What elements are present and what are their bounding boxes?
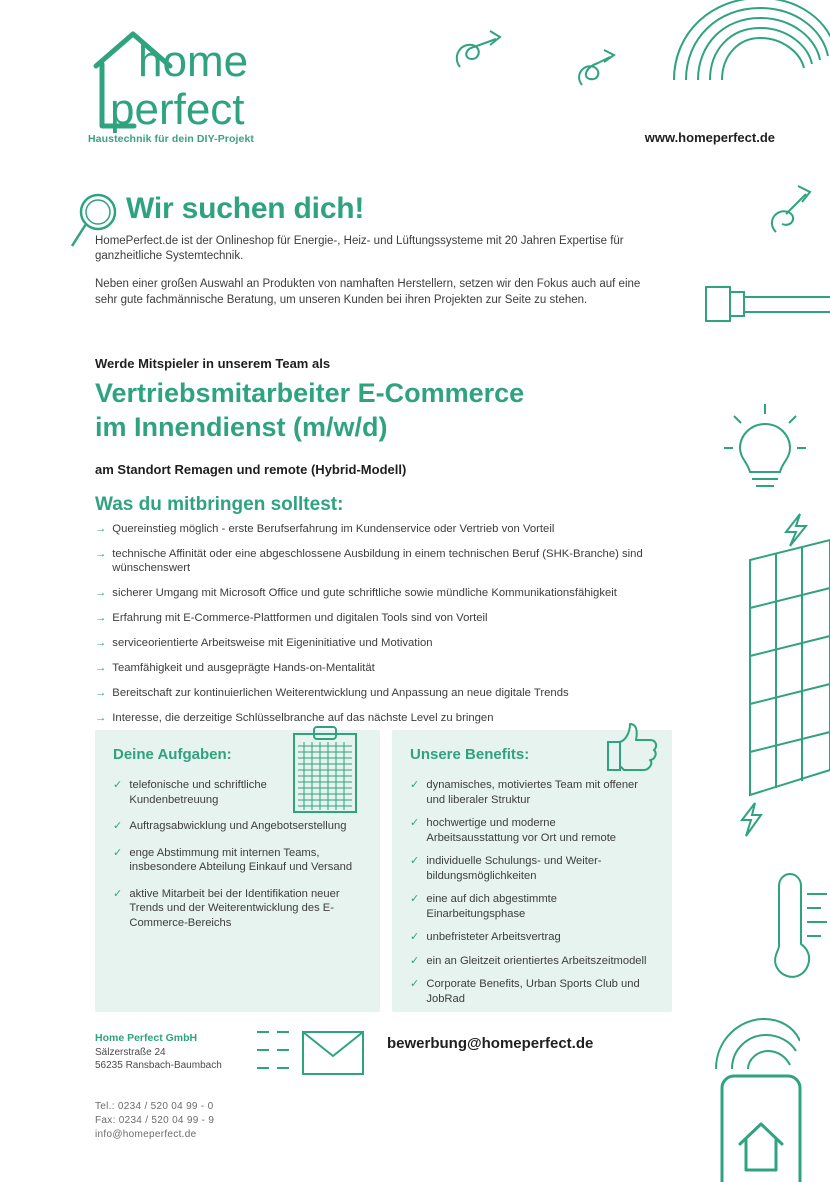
job-title-line2: im Innendienst (m/w/d) — [95, 412, 388, 442]
check-icon: ✓ — [410, 978, 420, 990]
envelope-icon — [255, 1022, 370, 1082]
list-item — [410, 954, 650, 969]
application-email[interactable]: bewerbung@homeperfect.de — [387, 1035, 594, 1052]
page-title: Wir suchen dich! — [126, 192, 365, 225]
arrow-icon: → — [95, 587, 107, 599]
pipe-doodle-icon — [450, 25, 510, 75]
list-item — [95, 711, 675, 725]
benefit-text: ein an Gleitzeit orientiertes Arbeitszeitmodell — [426, 954, 647, 967]
requirements-list — [95, 522, 675, 736]
fax-number: Fax: 0234 / 520 04 99 - 9 — [95, 1115, 215, 1126]
intro-paragraph-2: Neben einer großen Auswahl an Produkten von namhaften Herstellern, setzen wir den Fokus auch auf eine sehr gute fachmännische Beratung, um unseren Kunden bei ihren Projekten zur Seite zu stehen. — [95, 278, 641, 306]
list-item — [410, 892, 650, 921]
logo-tagline: Haustechnik für dein DIY-Projekt — [88, 133, 254, 145]
check-icon: ✓ — [410, 779, 420, 791]
lightning-bolt-small-doodle-icon — [735, 800, 771, 840]
list-item — [113, 887, 353, 931]
requirement-text: technische Affinität oder eine abgeschlossene Ausbildung in einem technischen Beruf (SHK-Branche) sind wünschenswert — [112, 548, 643, 574]
tasks-title: Deine Aufgaben: — [113, 746, 232, 763]
logo-icon — [88, 26, 388, 136]
company-address — [95, 1046, 222, 1072]
benefit-text: individuelle Schulungs- und Weiter-bildungsmöglichkeiten — [426, 855, 602, 882]
list-item — [95, 686, 675, 700]
check-icon: ✓ — [113, 846, 123, 859]
benefit-text: Corporate Benefits, Urban Sports Club und JobRad — [426, 978, 640, 1005]
requirement-text: Bereitschaft zur kontinuierlichen Weiterentwicklung und Anpassung an neue digitale Trends — [112, 687, 569, 699]
solar-panel-doodle-icon — [740, 520, 830, 820]
smartphone-doodle-icon — [712, 1072, 822, 1182]
job-title-line1: Vertriebsmitarbeiter E-Commerce — [95, 378, 525, 408]
task-text: enge Abstimmung mit internen Teams, insbesondere Abteilung Einkauf und Versand — [129, 846, 353, 873]
arrow-icon: → — [95, 637, 107, 649]
list-item — [95, 586, 675, 600]
check-icon: ✓ — [410, 931, 420, 943]
pipe-fitting-doodle-icon — [700, 275, 830, 335]
job-kicker: Werde Mitspieler in unserem Team als — [95, 356, 331, 371]
clipboard-doodle-icon — [286, 722, 366, 822]
arrow-icon: → — [95, 712, 107, 724]
check-icon: ✓ — [113, 779, 123, 791]
task-text: aktive Mitarbeit bei der Identifikation neuer Trends und der Weiterentwicklung des E-Commerce-Bereichs — [129, 887, 340, 929]
wifi-arc-doodle-icon — [710, 1015, 800, 1075]
hook-doodle-icon — [570, 45, 620, 95]
svg-text:perfect: perfect — [110, 85, 245, 134]
check-icon: ✓ — [410, 954, 420, 967]
arrow-icon: → — [95, 687, 107, 699]
requirement-text: Interesse, die derzeitige Schlüsselbranche auf das nächste Level zu bringen — [112, 712, 494, 724]
task-text: Auftragsabwicklung und Angebotserstellung — [129, 820, 347, 832]
list-item — [95, 611, 675, 625]
arrow-icon: → — [95, 662, 107, 674]
job-location: am Standort Remagen und remote (Hybrid-Modell) — [95, 462, 407, 477]
address-line-2: 56235 Ransbach-Baumbach — [95, 1060, 222, 1071]
list-item — [410, 854, 650, 883]
hose-coil-doodle-icon — [660, 0, 830, 82]
job-title — [95, 376, 735, 444]
thermometer-doodle-icon — [755, 870, 830, 990]
requirement-text: serviceorientierte Arbeitsweise mit Eigeninitiative und Motivation — [112, 637, 433, 649]
phone-number: Tel.: 0234 / 520 04 99 - 0 — [95, 1101, 214, 1112]
list-item — [95, 661, 675, 675]
thumbs-up-doodle-icon — [604, 718, 664, 778]
benefits-title: Unsere Benefits: — [410, 746, 530, 763]
list-item — [410, 816, 650, 845]
list-item — [410, 778, 650, 807]
list-item — [95, 547, 675, 575]
list-item — [410, 977, 650, 1006]
requirement-text: Teamfähigkeit und ausgeprägte Hands-on-Mentalität — [112, 662, 375, 674]
check-icon: ✓ — [410, 855, 420, 867]
benefit-text: unbefristeter Arbeitsvertrag — [426, 931, 561, 943]
check-icon: ✓ — [410, 893, 420, 905]
benefit-text: dynamisches, motiviertes Team mit offener und liberaler Struktur — [426, 779, 638, 806]
arrow-icon: → — [95, 548, 107, 560]
address-line-1: Sälzerstraße 24 — [95, 1047, 166, 1058]
list-item — [95, 636, 675, 650]
website-url: www.homeperfect.de — [644, 130, 775, 145]
task-text: telefonische und schriftliche Kundenbetreuung — [129, 779, 267, 806]
requirements-title: Was du mitbringen solltest: — [95, 494, 344, 515]
list-item — [410, 930, 650, 945]
homeperfect-logo — [88, 26, 388, 136]
requirement-text: Quereinstieg möglich - erste Berufserfahrung im Kundenservice oder Vertrieb von Vorteil — [112, 523, 555, 535]
info-email[interactable]: info@homeperfect.de — [95, 1129, 197, 1140]
requirement-text: sicherer Umgang mit Microsoft Office und gute schriftliche sowie mündliche Kommunikationsfähigkeit — [112, 587, 617, 599]
benefit-text: eine auf dich abgestimmte Einarbeitungsphase — [426, 893, 557, 920]
check-icon: ✓ — [410, 817, 420, 829]
company-contact — [95, 1100, 214, 1142]
intro-paragraph-1: HomePerfect.de ist der Onlineshop für Energie-, Heiz- und Lüftungssysteme mit 20 Jahren Expertise für ganzheitliche Systemtechnik. — [95, 235, 624, 262]
company-name: Home Perfect GmbH — [95, 1032, 198, 1044]
lightning-bolt-doodle-icon — [778, 510, 818, 550]
check-icon: ✓ — [113, 820, 123, 832]
arrow-icon: → — [95, 523, 107, 535]
list-item — [113, 846, 353, 875]
small-hook-doodle-icon — [760, 180, 820, 240]
svg-text:home: home — [138, 37, 249, 86]
benefit-text: hochwertige und moderne Arbeitsausstattung vor Ort und remote — [426, 817, 617, 844]
requirement-text: Erfahrung mit E-Commerce-Plattformen und digitalen Tools sind von Vorteil — [112, 612, 488, 624]
check-icon: ✓ — [113, 887, 123, 900]
arrow-icon: → — [95, 612, 107, 624]
benefits-list — [410, 778, 650, 1015]
list-item — [95, 522, 675, 536]
